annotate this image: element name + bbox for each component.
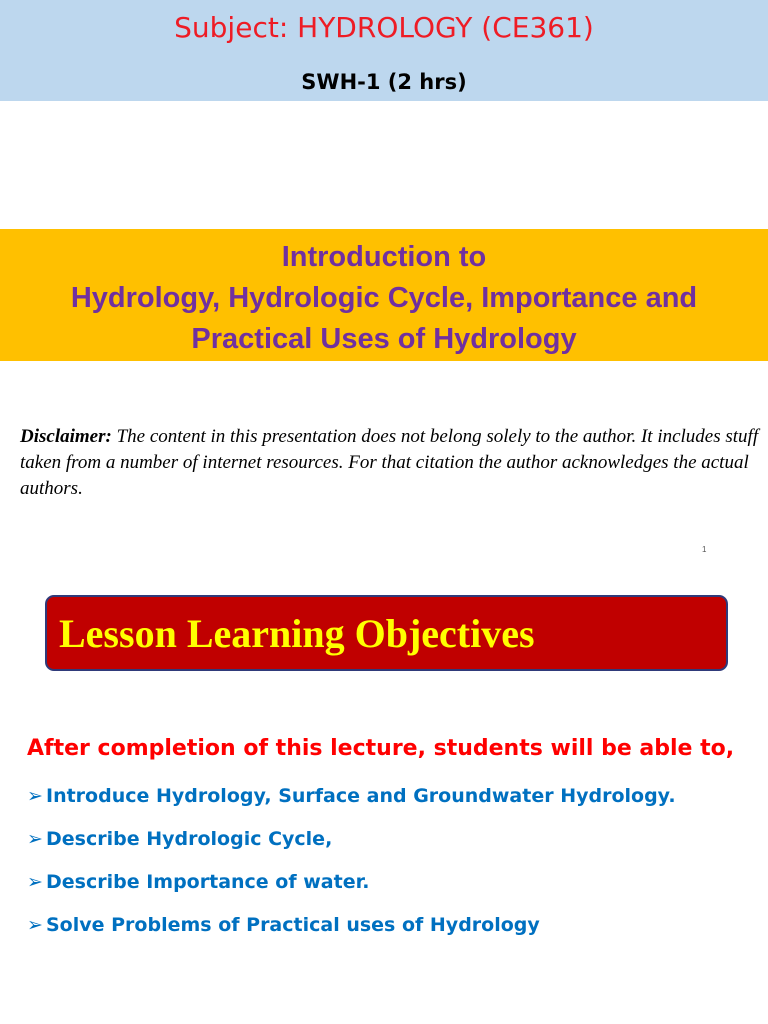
arrow-bullet-icon: ➢ [27,785,43,807]
course-subject: Subject: HYDROLOGY (CE361) [174,11,594,44]
list-item [27,782,676,825]
objective-text: Describe Hydrologic Cycle, [46,828,333,850]
objectives-lead: After completion of this lecture, students will be able to, [27,736,735,761]
disclaimer-text: The content in this presentation does not belong solely to the author. It includes stuff taken from a number of internet resources. For that citation the author acknowledges the actual authors. [20,426,759,499]
arrow-bullet-icon: ➢ [27,914,43,936]
arrow-bullet-icon: ➢ [27,828,43,850]
disclaimer-label: Disclaimer: [20,426,112,447]
objective-text: Describe Importance of water. [46,871,370,893]
title-line: Practical Uses of Hydrology [191,323,577,355]
title-line: Introduction to [281,241,487,273]
objectives-heading-box [45,595,728,671]
objective-text: Solve Problems of Practical uses of Hydrology [46,914,540,936]
page-number: 1 [702,545,707,554]
session-label: SWH-1 (2 hrs) [301,70,467,94]
objectives-list [27,782,676,954]
title-line: Hydrology, Hydrologic Cycle, Importance and [70,282,698,314]
list-item [27,911,676,954]
arrow-bullet-icon: ➢ [27,871,43,893]
list-item [27,825,676,868]
objectives-heading: Lesson Learning Objectives [59,611,535,656]
objective-text: Introduce Hydrology, Surface and Groundwater Hydrology. [46,785,676,807]
disclaimer [20,424,760,502]
list-item [27,868,676,911]
lecture-title [0,237,768,360]
